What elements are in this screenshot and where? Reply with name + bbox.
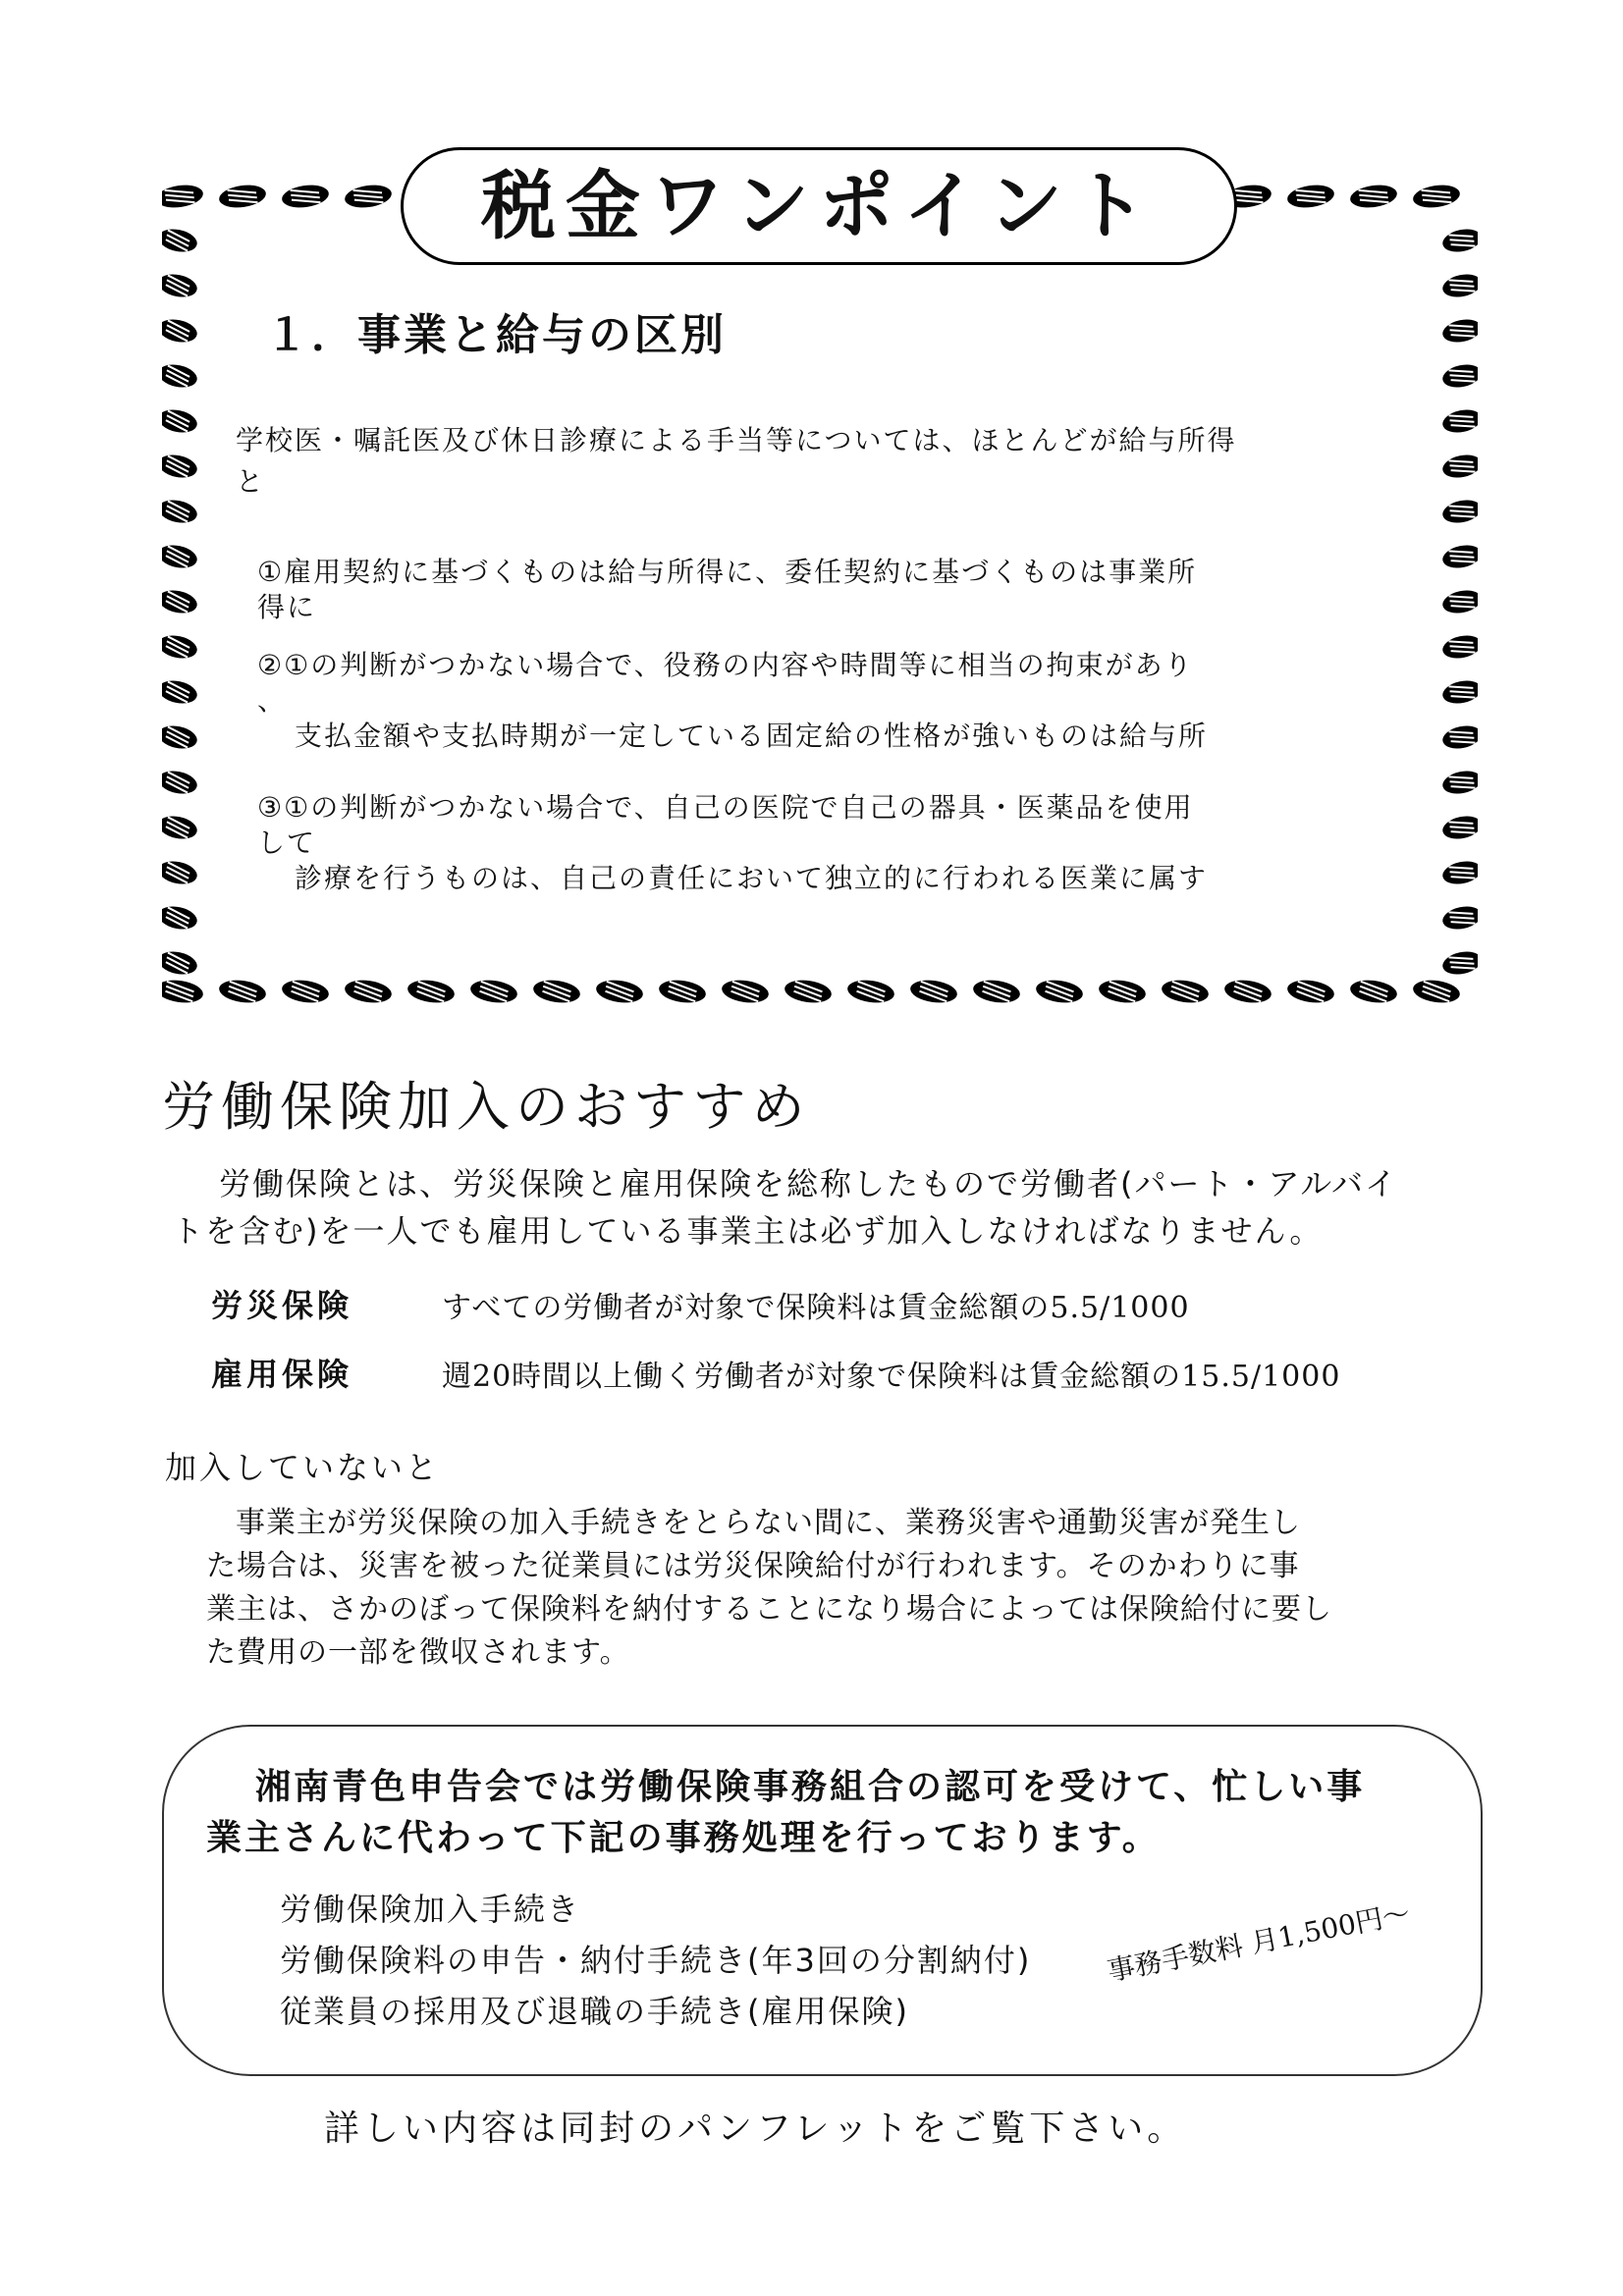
border-bead [1440, 677, 1478, 707]
border-bead [595, 978, 645, 1005]
insurance-row [211, 1281, 352, 1326]
border-bead [1440, 903, 1478, 933]
insurance-label: 労災保険 [211, 1287, 353, 1324]
footer-note: 詳しい内容は同封のパンフレットをご覧下さい。 [324, 2109, 1187, 2149]
border-bead [162, 677, 199, 707]
item-line: 診療を行うものは、自己の責任において独立的に行われる医業に属す [295, 862, 1209, 894]
item-line: ①雇用契約に基づくものは給与所得に、委任契約に基づくものは事業所 [257, 556, 1198, 588]
lead-line: 湘南青色申告会では労働保険事務組合の認可を受けて、忙しい事 [255, 1767, 1366, 1807]
border-bead [1440, 316, 1478, 346]
border-bead [1440, 632, 1478, 662]
service-item: 従業員の採用及び退職の手続き(雇用保険) [280, 1993, 909, 2030]
border-bead [1286, 978, 1336, 1005]
border-bead [972, 978, 1022, 1005]
insurance-paragraph [172, 1160, 1488, 1255]
border-bead [162, 452, 199, 481]
border-bead [532, 978, 582, 1005]
border-bead [218, 978, 268, 1005]
border-bead [344, 183, 394, 210]
border-bead [1349, 183, 1399, 210]
border-bead [162, 361, 199, 391]
border-bead [909, 978, 959, 1005]
border-bead [1286, 183, 1336, 210]
body-line: 業主は、さかのぼって保険料を納付することになり場合によっては保険給付に要し [206, 1592, 1332, 1627]
item-line: 支払金額や支払時期が一定している固定給の性格が強いものは給与所 [295, 720, 1209, 752]
border-bead [1440, 361, 1478, 391]
border-bead [162, 183, 204, 210]
insurance-desc: すべての労働者が対象で保険料は賃金総額の5.5/1000 [442, 1291, 1190, 1325]
border-bead [1440, 497, 1478, 526]
border-bead [162, 271, 199, 300]
border-bead [846, 978, 896, 1005]
service-item: 労働保険料の申告・納付手続き(年3回の分割納付) [280, 1942, 1032, 1979]
border-bead [1440, 948, 1478, 978]
fee-note: 事務手数料 月1,500円～ [1105, 1896, 1413, 1988]
service-item: 労働保険加入手続き [280, 1891, 581, 1928]
border-bead [469, 978, 519, 1005]
page-title: 税金ワンポイント [481, 162, 1157, 249]
border-bead [1440, 226, 1478, 255]
border-bead [1440, 858, 1478, 887]
border-bead [1440, 813, 1478, 842]
border-bead [1440, 271, 1478, 300]
section-heading: １．事業と給与の区別 [265, 310, 727, 360]
border-bead [218, 183, 268, 210]
border-bead [1440, 768, 1478, 797]
border-bead [162, 226, 199, 255]
border-bead [1035, 978, 1085, 1005]
border-bead [658, 978, 708, 1005]
subheading: 加入していないと [165, 1449, 441, 1486]
border-bead [1223, 978, 1273, 1005]
border-bead [162, 768, 199, 797]
service-lead [206, 1762, 1434, 1864]
body-line: た費用の一部を徴収されます。 [206, 1635, 630, 1670]
border-bead [344, 978, 394, 1005]
para-line: 労働保険とは、労災保険と雇用保険を総称したもので労働者(パート・アルバイ [219, 1165, 1398, 1202]
insurance-label: 雇用保険 [211, 1356, 353, 1393]
border-bead [1349, 978, 1399, 1005]
border-bead [1098, 978, 1148, 1005]
intro-text [236, 420, 1434, 503]
insurance-row [211, 1350, 352, 1395]
border-bead [162, 722, 199, 752]
border-bead [162, 858, 199, 887]
list-item [257, 648, 1396, 754]
list-item [257, 555, 1396, 625]
border-bead [1440, 587, 1478, 616]
border-bead [162, 497, 199, 526]
border-bead [162, 587, 199, 616]
list-item [257, 790, 1396, 896]
border-bead [1412, 183, 1462, 210]
border-bead [281, 183, 331, 210]
border-bead [1440, 542, 1478, 571]
body-line: た場合は、災害を被った従業員には労災保険給付が行われます。そのかわりに事 [206, 1549, 1300, 1583]
border-bead [1440, 452, 1478, 481]
item-line: 、 [257, 684, 288, 717]
item-line: 得に [257, 591, 317, 623]
border-bead [1440, 406, 1478, 436]
insurance-heading: 労働保険加入のおすすめ [162, 1076, 811, 1138]
border-bead [162, 632, 199, 662]
border-bead [406, 978, 457, 1005]
border-bead [162, 978, 204, 1005]
border-bead [162, 948, 199, 978]
border-bead [721, 978, 771, 1005]
border-bead [162, 406, 199, 436]
insurance-desc: 週20時間以上働く労働者が対象で保険料は賃金総額の15.5/1000 [442, 1360, 1341, 1394]
item-line: ②①の判断がつかない場合で、役務の内容や時間等に相当の拘束があり [257, 649, 1194, 681]
border-bead [162, 542, 199, 571]
border-bead [784, 978, 834, 1005]
body-line: 事業主が労災保険の加入手続きをとらない間に、業務災害や通勤災害が発生し [236, 1506, 1301, 1540]
consequence-text [206, 1502, 1434, 1675]
lead-line: 業主さんに代わって下記の事務処理を行っております。 [206, 1818, 1161, 1858]
intro-line: と [236, 465, 266, 498]
item-line: ③①の判断がつかない場合で、自己の医院で自己の器具・医薬品を使用 [257, 791, 1194, 824]
border-bead [281, 978, 331, 1005]
border-bead [1412, 978, 1462, 1005]
para-line: トを含む)を一人でも雇用している事業主は必ず加入しなければなりません。 [172, 1212, 1324, 1250]
intro-line: 学校医・嘱託医及び休日診療による手当等については、ほとんどが給与所得 [236, 424, 1237, 456]
border-bead [1161, 978, 1211, 1005]
border-bead [1440, 722, 1478, 752]
item-line: して [257, 827, 317, 859]
border-bead [162, 813, 199, 842]
border-bead [162, 316, 199, 346]
border-bead [162, 903, 199, 933]
